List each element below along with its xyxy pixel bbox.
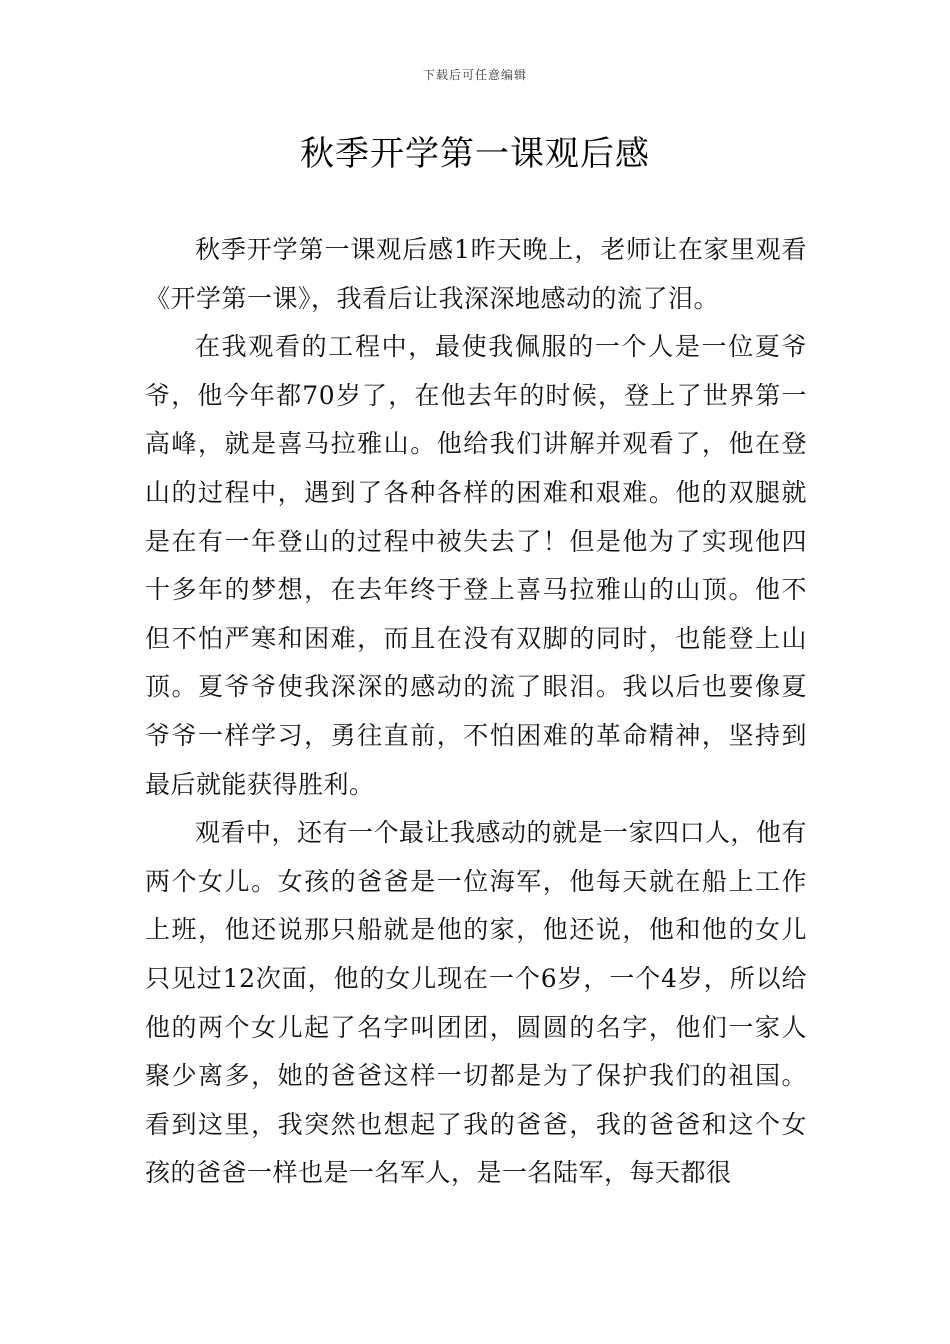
paragraph-3: 观看中，还有一个最让我感动的就是一家四口人，他有两个女儿。女孩的爸爸是一位海军，他每天就在船上工作上班，他还说那只船就是他的家，他还说，他和他的女儿只见过12次面，他的女儿现在一个6岁，一个4岁，所以给他的两个女儿起了名字叫团团，圆圆的名字，他们一家人聚少离多，她的爸爸这样一切都是为了保护我们的祖国。看到这里，我突然也想起了我的爸爸，我的爸爸和这个女孩的爸爸一样也是一名军人，是一名陆军，每天都很 bbox=[145, 818, 808, 1188]
header-note: 下载后可任意编辑 bbox=[422, 68, 527, 82]
document-body bbox=[145, 226, 807, 1198]
paragraph-2: 在我观看的工程中，最使我佩服的一个人是一位夏爷爷，他今年都70岁了，在他去年的时候，登上了世界第一高峰，就是喜马拉雅山。他给我们讲解并观看了，他在登山的过程中，遇到了各种各样的困难和艰难。他的双腿就是在有一年登山的过程中被失去了！但是他为了实现他四十多年的梦想，在去年终于登上喜马拉雅山的山顶。他不但不怕严寒和困难，而且在没有双脚的同时，也能登上山顶。夏爷爷使我深深的感动的流了眼泪。我以后也要像夏爷爷一样学习，勇往直前，不怕困难的革命精神，坚持到最后就能获得胜利。 bbox=[145, 332, 807, 799]
paragraph-1: 秋季开学第一课观后感1昨天晚上，老师让在家里观看《开学第一课》，我看后让我深深地感动的流了泪。 bbox=[145, 235, 807, 313]
page-title: 秋季开学第一课观后感 bbox=[300, 134, 650, 174]
